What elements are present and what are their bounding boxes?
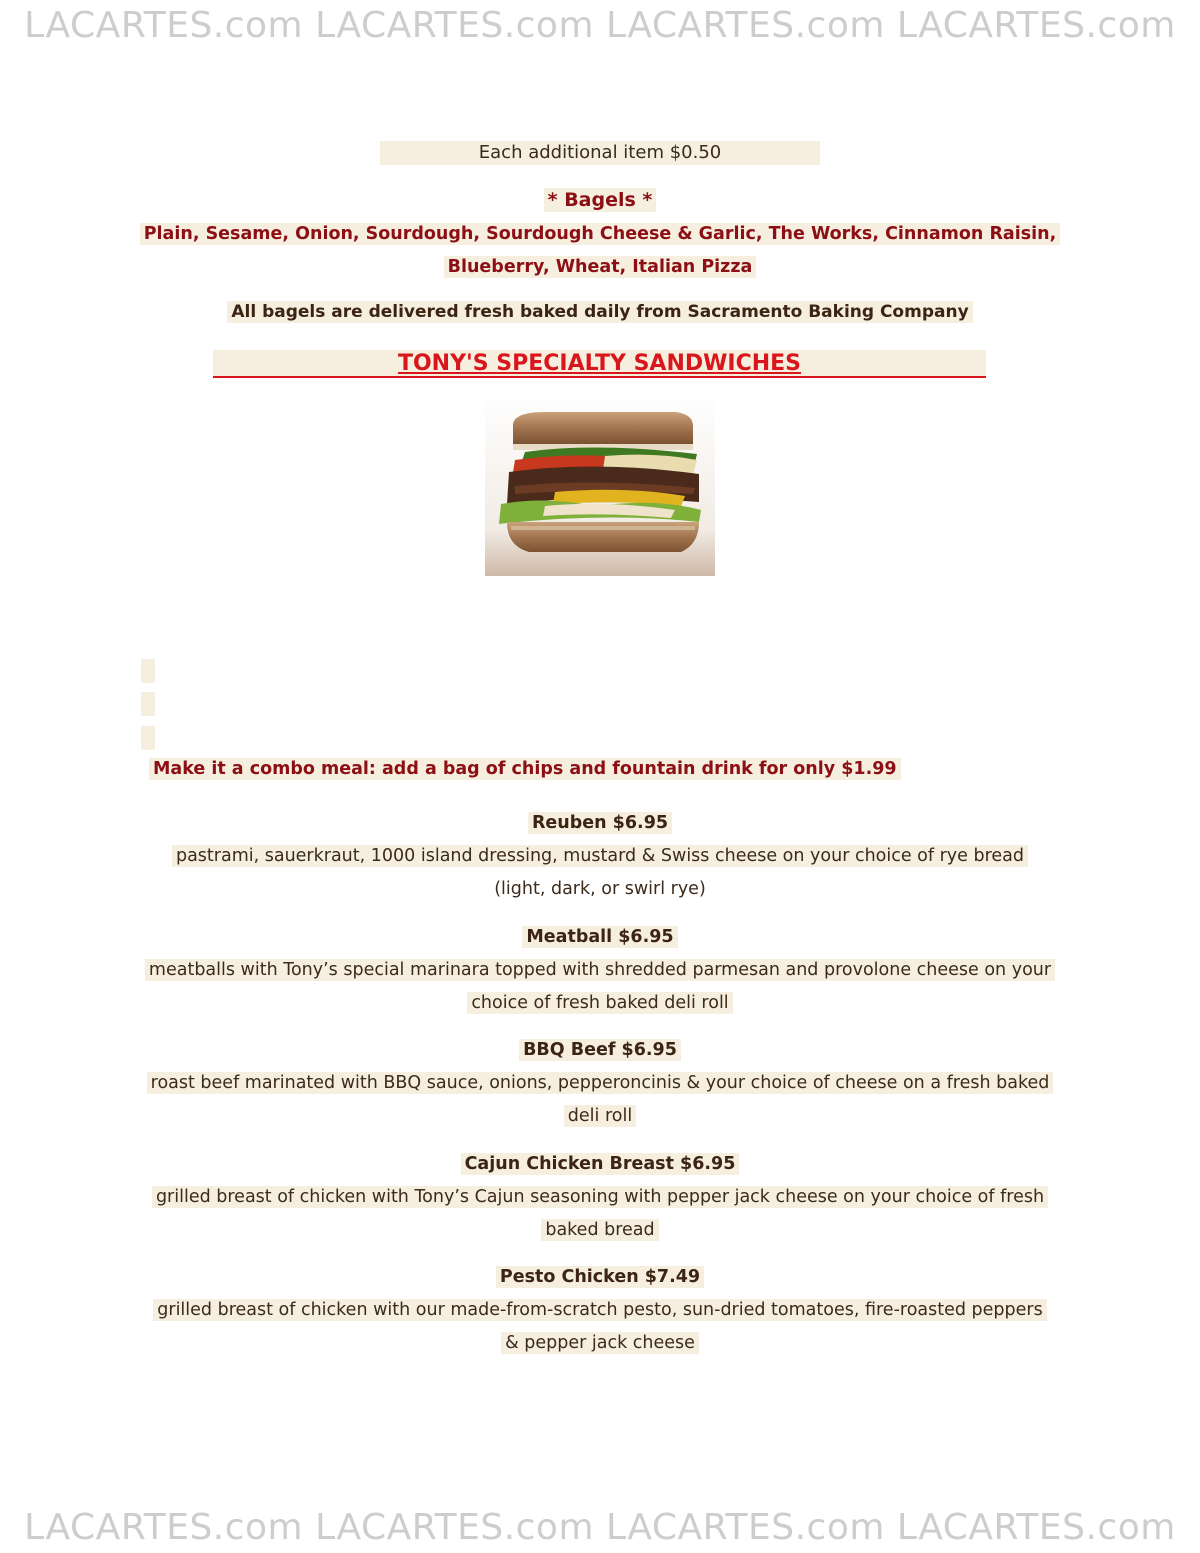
bagels-note: All bagels are delivered fresh baked daily from Sacramento Baking Company xyxy=(227,301,972,323)
menu-item-desc-row xyxy=(0,1333,1200,1353)
menu-item-title: Meatball $6.95 xyxy=(522,926,677,948)
menu-item-title-row xyxy=(0,927,1200,947)
menu-item-title: BBQ Beef $6.95 xyxy=(519,1039,681,1061)
menu-item-desc-row xyxy=(0,879,1200,899)
menu-item-title: Reuben $6.95 xyxy=(528,812,672,834)
bagels-note-row xyxy=(0,302,1200,322)
menu-item-description: choice of fresh baked deli roll xyxy=(467,992,732,1014)
menu-item-desc-row xyxy=(0,1073,1200,1093)
menu-item-description: & pepper jack cheese xyxy=(501,1332,699,1354)
menu-item-title-row xyxy=(0,1154,1200,1174)
bagels-list-line-2: Blueberry, Wheat, Italian Pizza xyxy=(444,256,757,278)
menu-item-desc-row xyxy=(0,960,1200,980)
combo-row xyxy=(149,759,901,779)
highlight-bar xyxy=(141,726,155,750)
menu-item-desc-row xyxy=(0,993,1200,1013)
menu-item-desc-row xyxy=(0,846,1200,866)
watermark-bottom: LACARTES.com LACARTES.com LACARTES.com LACARTES.com xyxy=(24,1507,1176,1548)
bagels-heading-row xyxy=(0,189,1200,211)
additional-item-price: Each additional item $0.50 xyxy=(380,141,820,165)
menu-item-description: baked bread xyxy=(541,1219,658,1241)
menu-item-description: pastrami, sauerkraut, 1000 island dressing, mustard & Swiss cheese on your choice of rye bread xyxy=(172,845,1028,867)
menu-item-title-row xyxy=(0,1267,1200,1287)
menu-item-desc-row xyxy=(0,1187,1200,1207)
bagels-list-row-1 xyxy=(0,224,1200,244)
menu-item-title-row xyxy=(0,1040,1200,1060)
bagels-list-line-1: Plain, Sesame, Onion, Sourdough, Sourdough Cheese & Garlic, The Works, Cinnamon Raisin, xyxy=(140,223,1061,245)
menu-item-title: Cajun Chicken Breast $6.95 xyxy=(461,1153,740,1175)
sandwich-image xyxy=(485,394,715,576)
bagels-heading: * Bagels * xyxy=(544,188,657,212)
menu-item-title: Pesto Chicken $7.49 xyxy=(496,1266,704,1288)
menu-item-description: (light, dark, or swirl rye) xyxy=(494,879,706,899)
menu-item-description: grilled breast of chicken with our made-from-scratch pesto, sun-dried tomatoes, fire-roasted peppers xyxy=(153,1299,1046,1321)
menu-item-description: grilled breast of chicken with Tony’s Cajun seasoning with pepper jack cheese on your choice of fresh xyxy=(152,1186,1048,1208)
highlight-bar xyxy=(141,659,155,683)
menu-item-description: deli roll xyxy=(564,1105,636,1127)
menu-item-desc-row xyxy=(0,1220,1200,1240)
combo-offer: Make it a combo meal: add a bag of chips and fountain drink for only $1.99 xyxy=(149,758,901,780)
bagels-list-row-2 xyxy=(0,257,1200,277)
menu-item-desc-row xyxy=(0,1106,1200,1126)
menu-item-description: roast beef marinated with BBQ sauce, onions, pepperoncinis & your choice of cheese on a fresh baked xyxy=(147,1072,1054,1094)
specialty-banner xyxy=(213,350,986,378)
highlight-bar xyxy=(141,692,155,716)
menu-item-description: meatballs with Tony’s special marinara topped with shredded parmesan and provolone cheese on your xyxy=(145,959,1055,981)
watermark-top: LACARTES.com LACARTES.com LACARTES.com LACARTES.com xyxy=(24,5,1176,46)
specialty-title: TONY'S SPECIALTY SANDWICHES xyxy=(397,351,802,376)
menu-item-title-row xyxy=(0,813,1200,833)
menu-item-desc-row xyxy=(0,1300,1200,1320)
